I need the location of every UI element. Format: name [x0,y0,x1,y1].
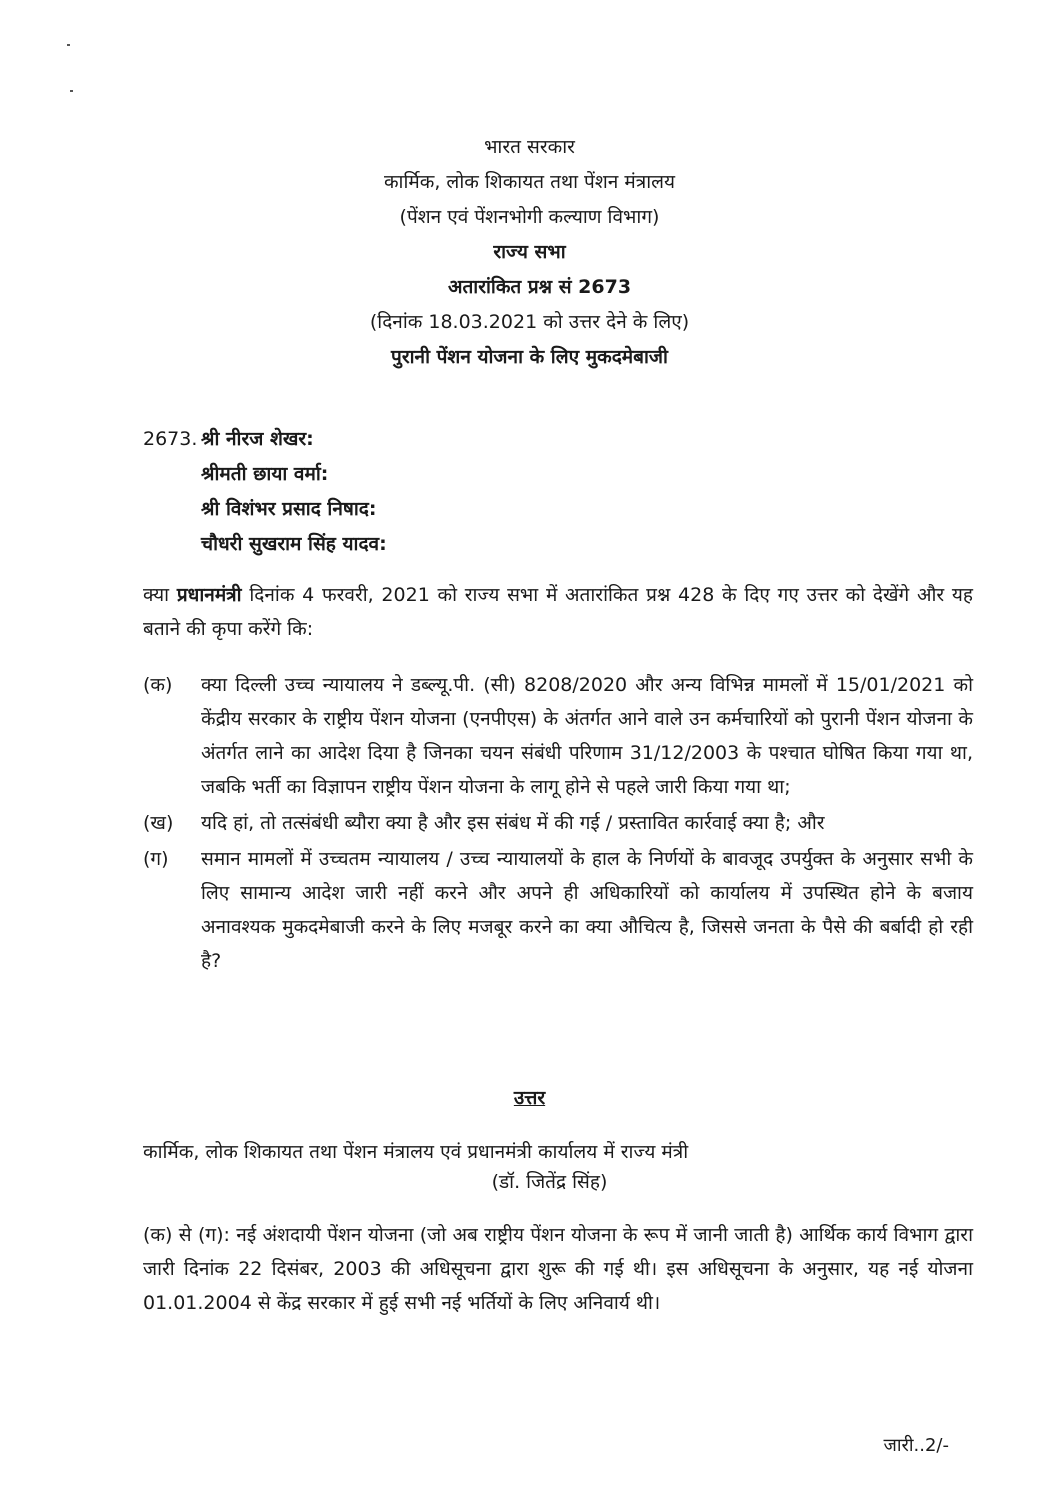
intro-text: क्या [143,584,170,606]
part-label: (ख) [143,812,174,834]
department-title: (पेंशन एवं पेंशनभोगी कल्याण विभाग) [399,206,660,228]
answer-date: (दिनांक 18.03.2021 को उत्तर देने के लिए) [369,311,690,333]
part-text: यदि हां, तो तत्संबंधी ब्यौरा क्या है और इस संबंध में की गई / प्रस्तावित कार्रवाई क्या है; और [201,812,825,834]
member-name: श्रीमती छाया वर्मा: [201,463,329,485]
intro-text: दिनांक 4 फरवरी, 2021 को राज्य सभा में अतारांकित प्रश्न 428 के दिए गए उत्तर को देखेंगे और यह बताने की कृपा करेंगे कि: [143,584,973,640]
question-part [143,806,973,840]
question-intro [143,578,973,646]
government-title: भारत सरकार [484,136,575,158]
member-name: श्री नीरज शेखर: [201,428,314,450]
question-parts [143,668,973,980]
document-header [0,130,1059,375]
minister-title: कार्मिक, लोक शिकायत तथा पेंशन मंत्रालय एवं प्रधानमंत्री कार्यालय में राज्य मंत्री [143,1141,689,1163]
member-list [143,422,387,562]
answer-heading: उत्तर [513,1087,546,1109]
question-number: 2673. [143,428,198,450]
answer-text: (क) से (ग): नई अंशदायी पेंशन योजना (जो अब राष्ट्रीय पेंशन योजना के रूप में जानी जाती है) आर्थिक कार्य विभाग द्वारा जारी दिनांक 22 दिसंबर, 2003 की अधिसूचना द्वारा शुरू की गई थी। इस अधिसूचना के अनुसार, यह नई योजना 01.01.2004 से केंद्र सरकार में हुई सभी नई भर्तियों के लिए अनिवार्य थी। [143,1224,973,1314]
part-text: समान मामलों में उच्चतम न्यायालय / उच्च न्यायालयों के हाल के निर्णयों के बावजूद उपर्युक्त के अनुसार सभी के लिए सामान्य आदेश जारी नहीं करने और अपने ही अधिकारियों को कार्यालय में उपस्थित होने के बजाय अनावश्यक मुकदमेबाजी करने के लिए मजबूर करने का क्या औचित्य है, जिससे जनता के पैसे की बर्बादी हो रही है? [201,848,973,972]
part-label: (क) [143,674,173,696]
part-text: क्या दिल्ली उच्च न्यायालय ने डब्ल्यू.पी. (सी) 8208/2020 और अन्य विभिन्न मामलों में 15/01/2021 को केंद्रीय सरकार के राष्ट्रीय पेंशन योजना (एनपीएस) के अंतर्गत आने वाले उन कर्मचारियों को पुरानी पेंशन योजना के अंतर्गत लाने का आदेश दिया है जिनका चयन संबंधी परिणाम 31/12/2003 के पश्चात घोषित किया गया था, जबकि भर्ती का विज्ञापन राष्ट्रीय पेंशन योजना के लागू होने से पहले जारी किया गया था; [201,674,973,798]
part-label: (ग) [143,848,169,870]
intro-addressee: प्रधानमंत्री [176,584,242,606]
scan-speck [67,44,70,46]
question-title: अतारांकित प्रश्न सं 2673 [447,276,632,298]
question-subject: पुरानी पेंशन योजना के लिए मुकदमेबाजी [391,346,668,368]
continued-marker: जारी..2/- [883,1435,949,1456]
scan-speck [70,90,73,92]
ministry-title: कार्मिक, लोक शिकायत तथा पेंशन मंत्रालय [383,171,676,193]
question-part [143,842,973,978]
house-title: राज्य सभा [493,241,566,263]
question-part [143,668,973,804]
member-name: चौधरी सुखराम सिंह यादव: [201,533,387,555]
minister-name: (डॉ. जितेंद्र सिंह) [491,1171,608,1193]
member-name: श्री विशंभर प्रसाद निषाद: [201,498,377,520]
